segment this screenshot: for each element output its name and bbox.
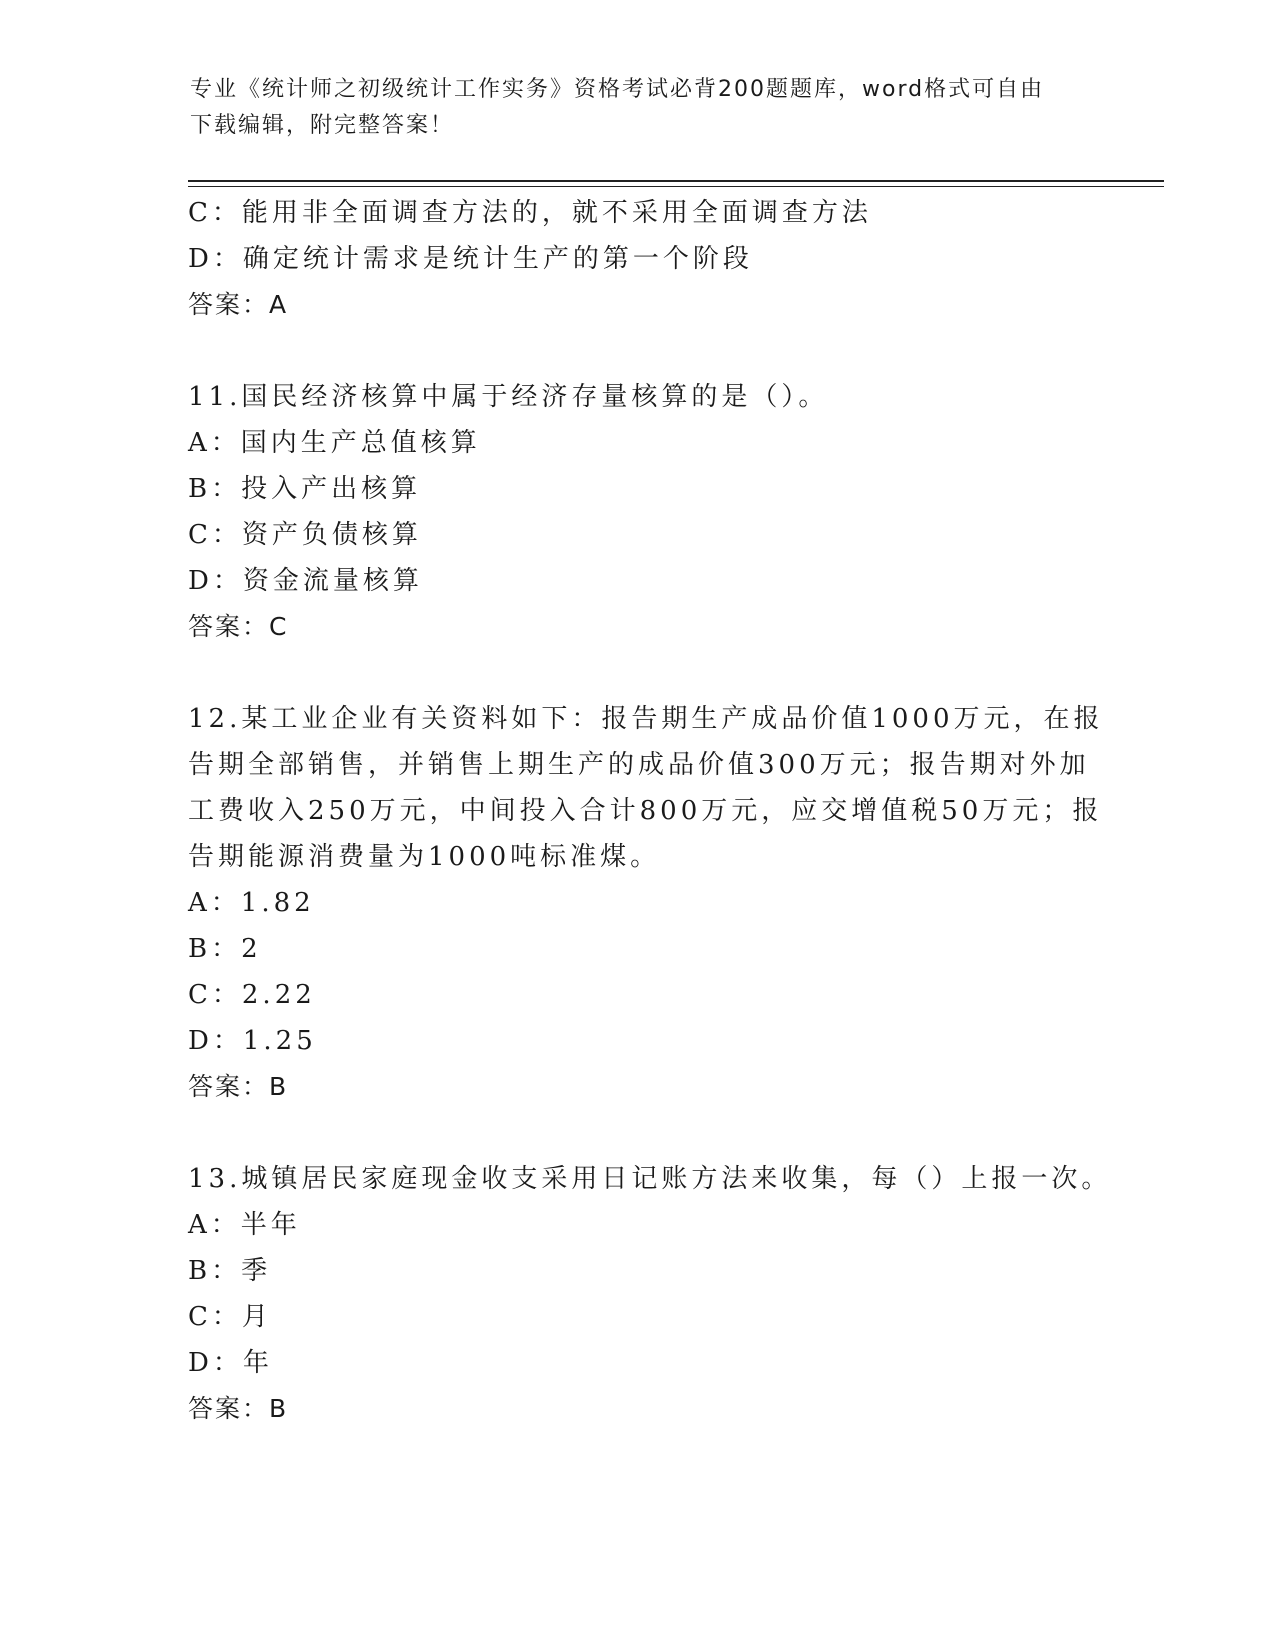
answer-line: 答案：B [188, 1394, 289, 1423]
question-content [188, 190, 1112, 1432]
option-d: D：1.25 [188, 1026, 317, 1056]
option-c: C：资产负债核算 [188, 520, 422, 550]
option-b: B：投入产出核算 [188, 474, 422, 504]
option-c: C：能用非全面调查方法的，就不采用全面调查方法 [188, 198, 872, 228]
spacer [188, 1110, 1088, 1156]
header-divider-thick [188, 180, 1164, 182]
option-d: D：确定统计需求是统计生产的第一个阶段 [188, 244, 753, 274]
spacer [188, 328, 1088, 374]
document-header [190, 72, 1090, 144]
question-block-11 [188, 374, 1088, 650]
question-stem-line-2: 告期全部销售，并销售上期生产的成品价值300万元；报告期对外加 [188, 750, 1090, 780]
answer-line: 答案：B [188, 1072, 289, 1101]
option-d: D：年 [188, 1348, 273, 1378]
question-stem-line-3: 工费收入250万元，中间投入合计800万元，应交增值税50万元；报 [188, 796, 1103, 826]
header-title-line-1: 专业《统计师之初级统计工作实务》资格考试必背200题题库，word格式可自由 [190, 77, 1045, 102]
answer-line: 答案：A [188, 290, 289, 319]
option-a: A：半年 [188, 1210, 301, 1240]
option-d: D：资金流量核算 [188, 566, 423, 596]
question-stem: 11.国民经济核算中属于经济存量核算的是（）。 [188, 382, 829, 412]
option-b: B：2 [188, 934, 262, 964]
answer-line: 答案：C [188, 612, 289, 641]
option-c: C：月 [188, 1302, 272, 1332]
question-stem-line-1: 12.某工业企业有关资料如下：报告期生产成品价值1000万元，在报 [188, 704, 1104, 734]
option-c: C：2.22 [188, 980, 316, 1010]
option-a: A：1.82 [188, 888, 315, 918]
option-a: A：国内生产总值核算 [188, 428, 481, 458]
spacer [188, 650, 1088, 696]
question-block-12 [188, 696, 1104, 1110]
question-block-13 [188, 1156, 1112, 1432]
question-stem-line-4: 告期能源消费量为1000吨标准煤。 [188, 842, 661, 872]
header-divider-thin [188, 186, 1164, 187]
question-stem: 13.城镇居民家庭现金收支采用日记账方法来收集，每（）上报一次。 [188, 1164, 1112, 1194]
header-title-line-2: 下载编辑，附完整答案！ [190, 113, 455, 138]
option-b: B：季 [188, 1256, 272, 1286]
